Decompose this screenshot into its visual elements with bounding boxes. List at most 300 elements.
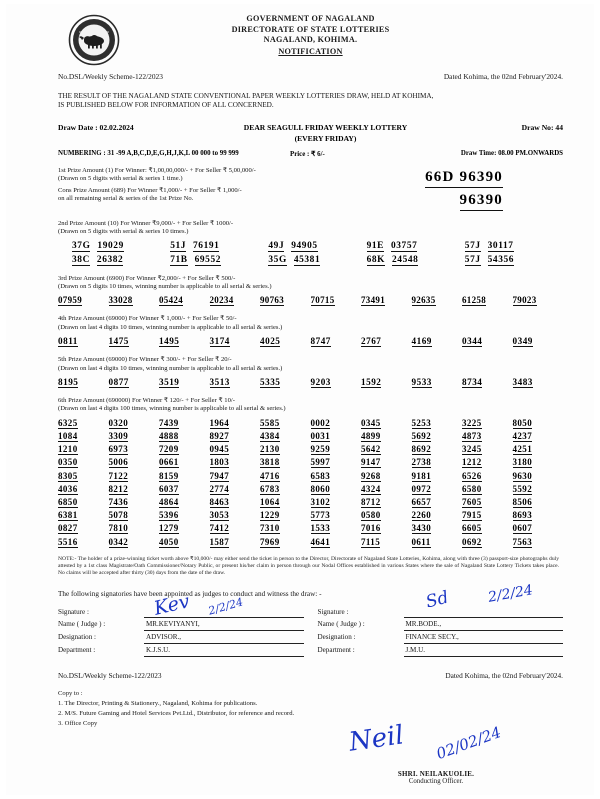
- first-prize-serial: 66D: [425, 168, 455, 185]
- fourth-prize-number-cell: [513, 336, 564, 347]
- officer-designation: Conducting Officer.: [408, 778, 464, 785]
- sixth-prize-number-cell: [513, 484, 564, 495]
- sixth-prize-number-cell: [361, 497, 412, 508]
- sixth-prize-number: 1210: [58, 444, 78, 455]
- second-prize-number: 03757: [390, 240, 418, 251]
- sixth-prize-number-cell: [260, 457, 311, 468]
- fifth-prize-number: 3519: [159, 377, 180, 388]
- judge-1-name-value: MR.KEVIYANYI,: [144, 618, 304, 631]
- sixth-prize-number-cell: [311, 431, 362, 442]
- sixth-prize-number: 9181: [411, 470, 432, 481]
- sixth-prize-number-cell: [513, 537, 564, 548]
- numbering-scheme: NUMBERING : 31 -99 A,B,C,D,E,G,H,J,K,L 00 000 to 99 999: [58, 149, 239, 157]
- sixth-prize-number: 3245: [462, 444, 482, 455]
- first-prize-winning-ticket: [425, 169, 503, 188]
- sixth-prize-number-cell: [462, 418, 513, 429]
- sixth-prize-number: 4641: [310, 536, 331, 547]
- sixth-prize-number: 7115: [361, 536, 381, 547]
- sixth-prize-number-cell: [361, 484, 412, 495]
- fourth-prize-number: 8747: [310, 336, 331, 347]
- fifth-prize-number: 3483: [512, 377, 533, 388]
- officer-ink-signature: Neil: [347, 720, 406, 758]
- sixth-prize-number-cell: [513, 444, 564, 455]
- second-prize-line-1: 2nd Prize Amount (10) For Winner ₹9,000/- + For Seller ₹ 1000/-: [58, 219, 234, 227]
- fifth-prize-number-cell: [462, 377, 513, 388]
- sixth-prize-number-cell: [159, 523, 210, 534]
- sixth-prize-number: 5006: [108, 457, 129, 468]
- sixth-prize-number-cell: [412, 484, 463, 495]
- judge-2-ink-date: 2/2/24: [486, 581, 534, 606]
- judge-2-designation-label: Designation :: [317, 632, 356, 641]
- result-blurb: [58, 92, 563, 111]
- second-prize-number: 69552: [194, 254, 222, 265]
- footer-reference-row: [58, 671, 563, 680]
- fourth-prize-number: 0349: [512, 336, 533, 347]
- sixth-prize-number: 3309: [108, 431, 129, 442]
- judge-1-name-label: Name ( Judge ) :: [58, 619, 106, 628]
- fourth-prize-number-cell: [260, 336, 311, 347]
- fourth-prize-number-cell: [311, 336, 362, 347]
- sixth-prize-number-cell: [260, 510, 311, 521]
- reference-date: Dated Kohima, the 02nd February'2024.: [443, 72, 563, 81]
- sixth-prize-number: 7122: [108, 470, 129, 481]
- sixth-prize-number: 3102: [310, 497, 331, 507]
- second-prize-serial: 91E: [366, 240, 385, 251]
- sixth-prize-number: 0350: [58, 457, 78, 468]
- sixth-prize-number: 4251: [512, 444, 533, 455]
- third-prize-number-cell: [58, 295, 109, 306]
- fifth-prize-number-cell: [361, 377, 412, 388]
- sixth-prize-number-cell: [109, 537, 160, 548]
- lottery-frequency: (EVERY FRIDAY): [294, 133, 357, 143]
- sixth-prize-number-cell: [311, 523, 362, 534]
- fourth-prize-number: 1495: [159, 336, 180, 347]
- ticket-price: Price : ₹ 6/-: [290, 150, 325, 158]
- second-prize-number: 45381: [293, 254, 321, 265]
- sixth-prize-number-cell: [462, 497, 513, 508]
- sixth-prize-number: 8927: [209, 431, 230, 442]
- sixth-prize-number-cell: [210, 537, 261, 548]
- document-header: [58, 12, 563, 70]
- sixth-prize-number-cell: [311, 444, 362, 455]
- second-prize-serial: 57J: [464, 254, 481, 265]
- fourth-prize-number: 3174: [209, 336, 230, 347]
- fifth-prize-block: [58, 356, 563, 388]
- sixth-prize-number-cell: [260, 484, 311, 495]
- sixth-prize-number: 0342: [108, 536, 129, 547]
- sixth-prize-number: 8159: [159, 470, 179, 481]
- third-prize-block: [58, 275, 563, 307]
- officer-ink-signature-group: [331, 720, 541, 770]
- sixth-prize-number: 0972: [411, 483, 432, 494]
- sixth-prize-number: 5516: [58, 536, 78, 547]
- sixth-prize-number: 4899: [361, 431, 381, 442]
- sixth-prize-number: 1587: [209, 536, 230, 547]
- sixth-prize-number-cell: [58, 484, 109, 495]
- sixth-prize-number: 4324: [361, 483, 381, 494]
- sixth-prize-number: 0661: [159, 457, 179, 468]
- second-prize-serial: 68K: [366, 254, 386, 265]
- sixth-prize-number: 6605: [462, 523, 482, 534]
- judge-2-department-value: J.M.U.: [404, 644, 564, 657]
- sixth-prize-number: 7969: [260, 536, 280, 547]
- sixth-prize-number-cell: [311, 418, 362, 429]
- copy-to-block: [58, 689, 563, 728]
- sixth-prize-number: 5396: [159, 510, 179, 521]
- sixth-prize-number-cell: [462, 510, 513, 521]
- conducting-officer-block: [331, 720, 541, 785]
- sixth-prize-number-cell: [109, 418, 160, 429]
- second-prize-number: 26382: [96, 254, 124, 265]
- sixth-prize-number: 7947: [209, 470, 230, 481]
- judge-1-signature-label: Signature :: [58, 607, 89, 616]
- third-prize-number-cell: [109, 295, 160, 306]
- sixth-prize-number-cell: [462, 471, 513, 482]
- first-prize-line-1: 1st Prize Amount (1) For Winner: ₹1,00,00,000/- + For Seller ₹ 5,00,000/-: [58, 166, 256, 174]
- sixth-prize-number: 4888: [159, 431, 179, 442]
- sixth-prize-number: 4716: [260, 470, 280, 481]
- sixth-prize-number: 7915: [462, 510, 482, 521]
- sixth-prize-line-2: (Drawn on last 4 digits 100 times, winning number is applicable to all serial & series.): [58, 405, 286, 413]
- fourth-prize-number-cell: [109, 336, 160, 347]
- sixth-prize-number-cell: [210, 471, 261, 482]
- sixth-prize-number-cell: [260, 431, 311, 442]
- fifth-prize-number: 1592: [361, 377, 382, 388]
- sixth-prize-number: 1803: [209, 457, 230, 468]
- sixth-prize-number: 8692: [411, 444, 432, 455]
- judge-1-signature-field[interactable]: [144, 606, 304, 618]
- first-prize-block: [58, 167, 563, 211]
- third-prize-line-2: (Drawn on 5 digits 10 times, winning number is applicable to all serial & series.): [58, 283, 272, 291]
- sixth-prize-number-cell: [311, 497, 362, 508]
- sixth-prize-number-cell: [513, 471, 564, 482]
- third-prize-number-cell: [260, 295, 311, 306]
- sixth-prize-number-cell: [260, 497, 311, 508]
- sixth-prize-number-cell: [58, 510, 109, 521]
- second-prize-entry: [72, 241, 170, 252]
- fifth-prize-number: 9533: [411, 377, 432, 388]
- sixth-prize-number: 6325: [58, 417, 78, 428]
- sixth-prize-number: 3180: [512, 457, 533, 468]
- fourth-prize-number-cell: [210, 336, 261, 347]
- signatories-intro: The following signatories have been appointed as judges to conduct and witness the draw: -: [58, 589, 322, 598]
- third-prize-number-cell: [159, 295, 210, 306]
- sixth-prize-number: 5997: [310, 457, 331, 468]
- sixth-prize-number-cell: [361, 444, 412, 455]
- copy-to-item: 1. The Director, Printing & Stationery., Nagaland, Kohima for publications.: [58, 700, 258, 708]
- sixth-prize-number-cell: [109, 510, 160, 521]
- sixth-prize-number-cell: [260, 471, 311, 482]
- sixth-prize-number-cell: [412, 431, 463, 442]
- sixth-prize-number: 2260: [411, 510, 432, 521]
- second-prize-entry: [367, 255, 465, 266]
- claim-note: NOTE:- The holder of a prize-winning ticket worth above ₹10,000/- may either send the ticket in person to the Director, Directorate of Nagaland State Lotteries, Kohima, along with three (3) passport-size photographs duly attested by a 1st class Magistrate/Oath Commissioner/Notary Public, or present his/her claim in person through our Nodal Offices established in various States where the sale of Nagaland State Lottery Tickets takes place. No claims will be accepted after thirty (30) days from the date of the draw.: [58, 555, 559, 577]
- third-prize-number: 07959: [58, 295, 82, 306]
- lottery-name: DEAR SEAGULL FRIDAY WEEKLY LOTTERY: [243, 122, 408, 132]
- fifth-prize-number-cell: [159, 377, 210, 388]
- copy-to-item: 3. Office Copy: [58, 719, 98, 727]
- sixth-prize-number: 6783: [260, 483, 280, 494]
- judge-2-department-label: Department :: [317, 645, 355, 654]
- sixth-prize-number: 7605: [462, 497, 482, 507]
- judge-2-signature-field[interactable]: [404, 606, 564, 618]
- sixth-prize-number-cell: [109, 484, 160, 495]
- sixth-prize-number-cell: [513, 497, 564, 508]
- blurb-line-1: THE RESULT OF THE NAGALAND STATE CONVENTIONAL PAPER WEEKLY LOTTERIES DRAW, HELD AT KOHIMA,: [58, 92, 434, 100]
- sixth-prize-number: 8305: [58, 470, 78, 481]
- sixth-prize-number-cell: [260, 523, 311, 534]
- fourth-prize-number-cell: [58, 336, 109, 347]
- fourth-prize-number: 4169: [411, 336, 432, 347]
- third-prize-number: 73491: [361, 295, 385, 306]
- sixth-prize-number: 0345: [361, 417, 381, 428]
- fifth-prize-number: 0877: [108, 377, 129, 388]
- sixth-prize-number-cell: [462, 484, 513, 495]
- sixth-prize-number-cell: [260, 444, 311, 455]
- draw-number: Draw No: 44: [521, 122, 563, 132]
- officer-ink-date: 02/02/24: [433, 723, 504, 763]
- sixth-prize-number: 7412: [209, 523, 230, 534]
- sixth-prize-number-cell: [412, 510, 463, 521]
- third-prize-number-cell: [311, 295, 362, 306]
- sixth-prize-number-cell: [58, 431, 109, 442]
- sixth-prize-number-cell: [361, 471, 412, 482]
- sixth-prize-number-cell: [210, 510, 261, 521]
- sixth-prize-number-cell: [412, 418, 463, 429]
- sixth-prize-number: 7439: [159, 417, 179, 428]
- sixth-prize-number-cell: [159, 510, 210, 521]
- copy-to-title: Copy to :: [58, 689, 83, 697]
- sixth-prize-number-cell: [109, 444, 160, 455]
- gov-title-line-1: GOVERNMENT OF NAGALAND: [246, 14, 375, 23]
- third-prize-number: 92635: [411, 295, 436, 306]
- sixth-prize-number: 1084: [58, 431, 78, 442]
- sixth-prize-number-cell: [513, 457, 564, 468]
- sixth-prize-number: 2774: [209, 483, 230, 494]
- sixth-prize-number-cell: [210, 457, 261, 468]
- fifth-prize-line-1: 5th Prize Amount (69000) For Winner ₹ 300/- + For Seller ₹ 20/-: [58, 356, 232, 364]
- sixth-prize-number: 1964: [209, 417, 230, 428]
- fourth-prize-number: 4025: [260, 336, 281, 347]
- cons-prize-line-2: on all remaining serial & series of the 1st Prize No.: [58, 195, 194, 203]
- sixth-prize-number-cell: [159, 444, 210, 455]
- sixth-prize-number-cell: [513, 418, 564, 429]
- fifth-prize-line-2: (Drawn on last 4 digits 10 times, winning number is applicable to all serial & series.): [58, 364, 283, 372]
- sixth-prize-number-cell: [58, 457, 109, 468]
- second-prize-entry: [268, 255, 366, 266]
- sixth-prize-number-cell: [210, 523, 261, 534]
- sixth-prize-number-cell: [109, 457, 160, 468]
- sixth-prize-number-cell: [462, 523, 513, 534]
- fifth-prize-number-cell: [513, 377, 564, 388]
- fourth-prize-block: [58, 315, 563, 347]
- judge-2-name-label: Name ( Judge ) :: [317, 619, 365, 628]
- sixth-prize-number: 8712: [361, 497, 381, 507]
- sixth-prize-number-cell: [412, 523, 463, 534]
- fifth-prize-number: 8195: [58, 377, 79, 388]
- fourth-prize-number: 0811: [58, 336, 78, 347]
- sixth-prize-number-cell: [462, 537, 513, 548]
- third-prize-number: 79023: [512, 295, 537, 306]
- judge-2-column: [317, 581, 564, 657]
- sixth-prize-number: 5692: [411, 431, 432, 442]
- sixth-prize-number: 6850: [58, 497, 78, 507]
- fourth-prize-line-2: (Drawn on last 4 digits 10 times, winning number is applicable to all serial & series.): [58, 323, 283, 331]
- second-prize-serial: 57J: [464, 240, 481, 251]
- draw-date: Draw Date : 02.02.2024: [58, 122, 134, 132]
- fourth-prize-grid: [58, 336, 563, 347]
- footer-reference-number: No.DSL/Weekly Scheme-122/2023: [58, 670, 162, 680]
- second-prize-block: [58, 220, 563, 266]
- sixth-prize-number-cell: [462, 457, 513, 468]
- sixth-prize-block: [58, 397, 563, 548]
- sixth-prize-number: 0607: [512, 523, 533, 534]
- sixth-prize-number: 5773: [310, 510, 331, 521]
- fifth-prize-number: 9203: [310, 377, 331, 388]
- sixth-prize-number-cell: [210, 484, 261, 495]
- sixth-prize-number: 6580: [462, 483, 482, 494]
- sixth-prize-number-cell: [159, 537, 210, 548]
- second-prize-number: 19029: [97, 240, 124, 251]
- second-prize-number: 54356: [487, 254, 515, 265]
- sixth-prize-number: 1279: [159, 523, 179, 534]
- third-prize-line-1: 3rd Prize Amount (6900) For Winner ₹2,000/- + For Seller ₹ 500/-: [58, 274, 236, 282]
- fifth-prize-number-cell: [109, 377, 160, 388]
- second-prize-entry: [268, 241, 366, 252]
- sixth-prize-number: 8050: [512, 417, 533, 428]
- sixth-prize-number-cell: [412, 444, 463, 455]
- sixth-prize-number: 7209: [159, 444, 179, 455]
- second-prize-entry: [170, 255, 268, 266]
- draw-time: Draw Time: 08.00 PM.ONWARDS: [460, 149, 563, 157]
- sixth-prize-number-cell: [159, 471, 210, 482]
- third-prize-number: 90763: [260, 295, 284, 306]
- sixth-prize-number: 5592: [512, 483, 533, 494]
- fifth-prize-number-cell: [260, 377, 311, 388]
- sixth-prize-number: 0580: [361, 510, 381, 521]
- state-emblem-icon: [68, 14, 120, 66]
- sixth-prize-number: 8463: [209, 497, 230, 507]
- third-prize-number-cell: [513, 295, 564, 306]
- sixth-prize-number: 0692: [462, 536, 482, 547]
- sixth-prize-number-cell: [462, 431, 513, 442]
- sixth-prize-number-cell: [513, 510, 564, 521]
- sixth-prize-number-cell: [311, 471, 362, 482]
- officer-name: SHRI. NEILAKUOLIE.: [397, 770, 475, 778]
- sixth-prize-number: 0945: [209, 444, 230, 455]
- sixth-prize-number-cell: [361, 457, 412, 468]
- sixth-prize-number: 4384: [260, 431, 280, 442]
- third-prize-number-cell: [462, 295, 513, 306]
- sixth-prize-number: 0320: [108, 417, 129, 428]
- second-prize-number: 76191: [193, 240, 220, 251]
- sixth-prize-number: 4237: [512, 431, 533, 442]
- fifth-prize-number-cell: [412, 377, 463, 388]
- sixth-prize-grid: [58, 418, 563, 548]
- fifth-prize-grid: [58, 377, 563, 388]
- sixth-prize-number-cell: [311, 484, 362, 495]
- sixth-prize-number-cell: [159, 418, 210, 429]
- sixth-prize-number-cell: [58, 537, 109, 548]
- gov-title-line-3: NAGALAND, KOHIMA.: [263, 35, 358, 45]
- sixth-prize-number: 5078: [108, 510, 129, 521]
- sixth-prize-number-cell: [58, 497, 109, 508]
- sixth-prize-number: 7016: [361, 523, 381, 534]
- sixth-prize-number-cell: [260, 418, 311, 429]
- sixth-prize-number: 9268: [361, 470, 381, 481]
- reference-row: [58, 72, 563, 81]
- sixth-prize-number-cell: [412, 497, 463, 508]
- reference-number: No.DSL/Weekly Scheme-122/2023: [58, 72, 163, 81]
- sixth-prize-number: 4864: [159, 497, 179, 507]
- sixth-prize-number: 4873: [462, 431, 482, 442]
- sixth-prize-number: 6381: [58, 510, 78, 521]
- sixth-prize-number-cell: [412, 457, 463, 468]
- sixth-prize-number: 1212: [462, 457, 482, 468]
- sixth-prize-number: 3818: [260, 457, 280, 468]
- third-prize-number: 05424: [159, 295, 183, 306]
- sixth-prize-number: 4036: [58, 483, 78, 494]
- sixth-prize-number: 8693: [512, 510, 533, 521]
- sixth-prize-number-cell: [210, 497, 261, 508]
- sixth-prize-number-cell: [210, 418, 261, 429]
- notification-title: NOTIFICATION: [278, 46, 343, 56]
- sixth-prize-number-cell: [109, 523, 160, 534]
- second-prize-serial: 37G: [72, 240, 91, 251]
- judge-2-designation-value: FINANCE SECY.,: [404, 631, 564, 644]
- sixth-prize-number-cell: [159, 497, 210, 508]
- sixth-prize-number-cell: [311, 457, 362, 468]
- fourth-prize-number-cell: [361, 336, 412, 347]
- sixth-prize-number: 7310: [260, 523, 280, 534]
- fifth-prize-number-cell: [210, 377, 261, 388]
- sixth-prize-number: 0031: [310, 431, 331, 442]
- numbering-row: [58, 150, 563, 158]
- sixth-prize-number: 6973: [108, 444, 129, 455]
- second-prize-serial: 49J: [268, 240, 285, 251]
- sixth-prize-number-cell: [210, 444, 261, 455]
- fourth-prize-number-cell: [159, 336, 210, 347]
- third-prize-number: 70715: [310, 295, 335, 306]
- first-prize-number: 96390: [459, 168, 503, 185]
- fourth-prize-number: 2767: [361, 336, 382, 347]
- judge-2-signature-label: Signature :: [317, 607, 349, 616]
- judge-2-ink-signature: Sd: [423, 587, 451, 613]
- sixth-prize-number-cell: [58, 523, 109, 534]
- fourth-prize-number-cell: [412, 336, 463, 347]
- third-prize-number-cell: [361, 295, 412, 306]
- fourth-prize-number: 0344: [462, 336, 483, 347]
- second-prize-number: 30117: [487, 240, 514, 251]
- sixth-prize-number-cell: [210, 431, 261, 442]
- fifth-prize-number-cell: [58, 377, 109, 388]
- fifth-prize-number-cell: [311, 377, 362, 388]
- sixth-prize-number-cell: [109, 497, 160, 508]
- sixth-prize-number: 9630: [512, 470, 533, 481]
- third-prize-grid: [58, 295, 563, 306]
- second-prize-grid: [58, 241, 563, 266]
- judge-1-department-value: K.J.S.U.: [144, 644, 304, 657]
- third-prize-number-cell: [210, 295, 261, 306]
- sixth-prize-number: 3430: [411, 523, 432, 534]
- footer-date: Dated Kohima, the 02nd February'2024.: [445, 670, 563, 680]
- sixth-prize-number: 6526: [462, 470, 482, 481]
- gov-title-line-2: DIRECTORATE OF STATE LOTTERIES: [231, 24, 390, 34]
- sixth-prize-number: 3225: [462, 417, 482, 428]
- third-prize-number-cell: [412, 295, 463, 306]
- sixth-prize-number-cell: [361, 523, 412, 534]
- sixth-prize-number-cell: [58, 418, 109, 429]
